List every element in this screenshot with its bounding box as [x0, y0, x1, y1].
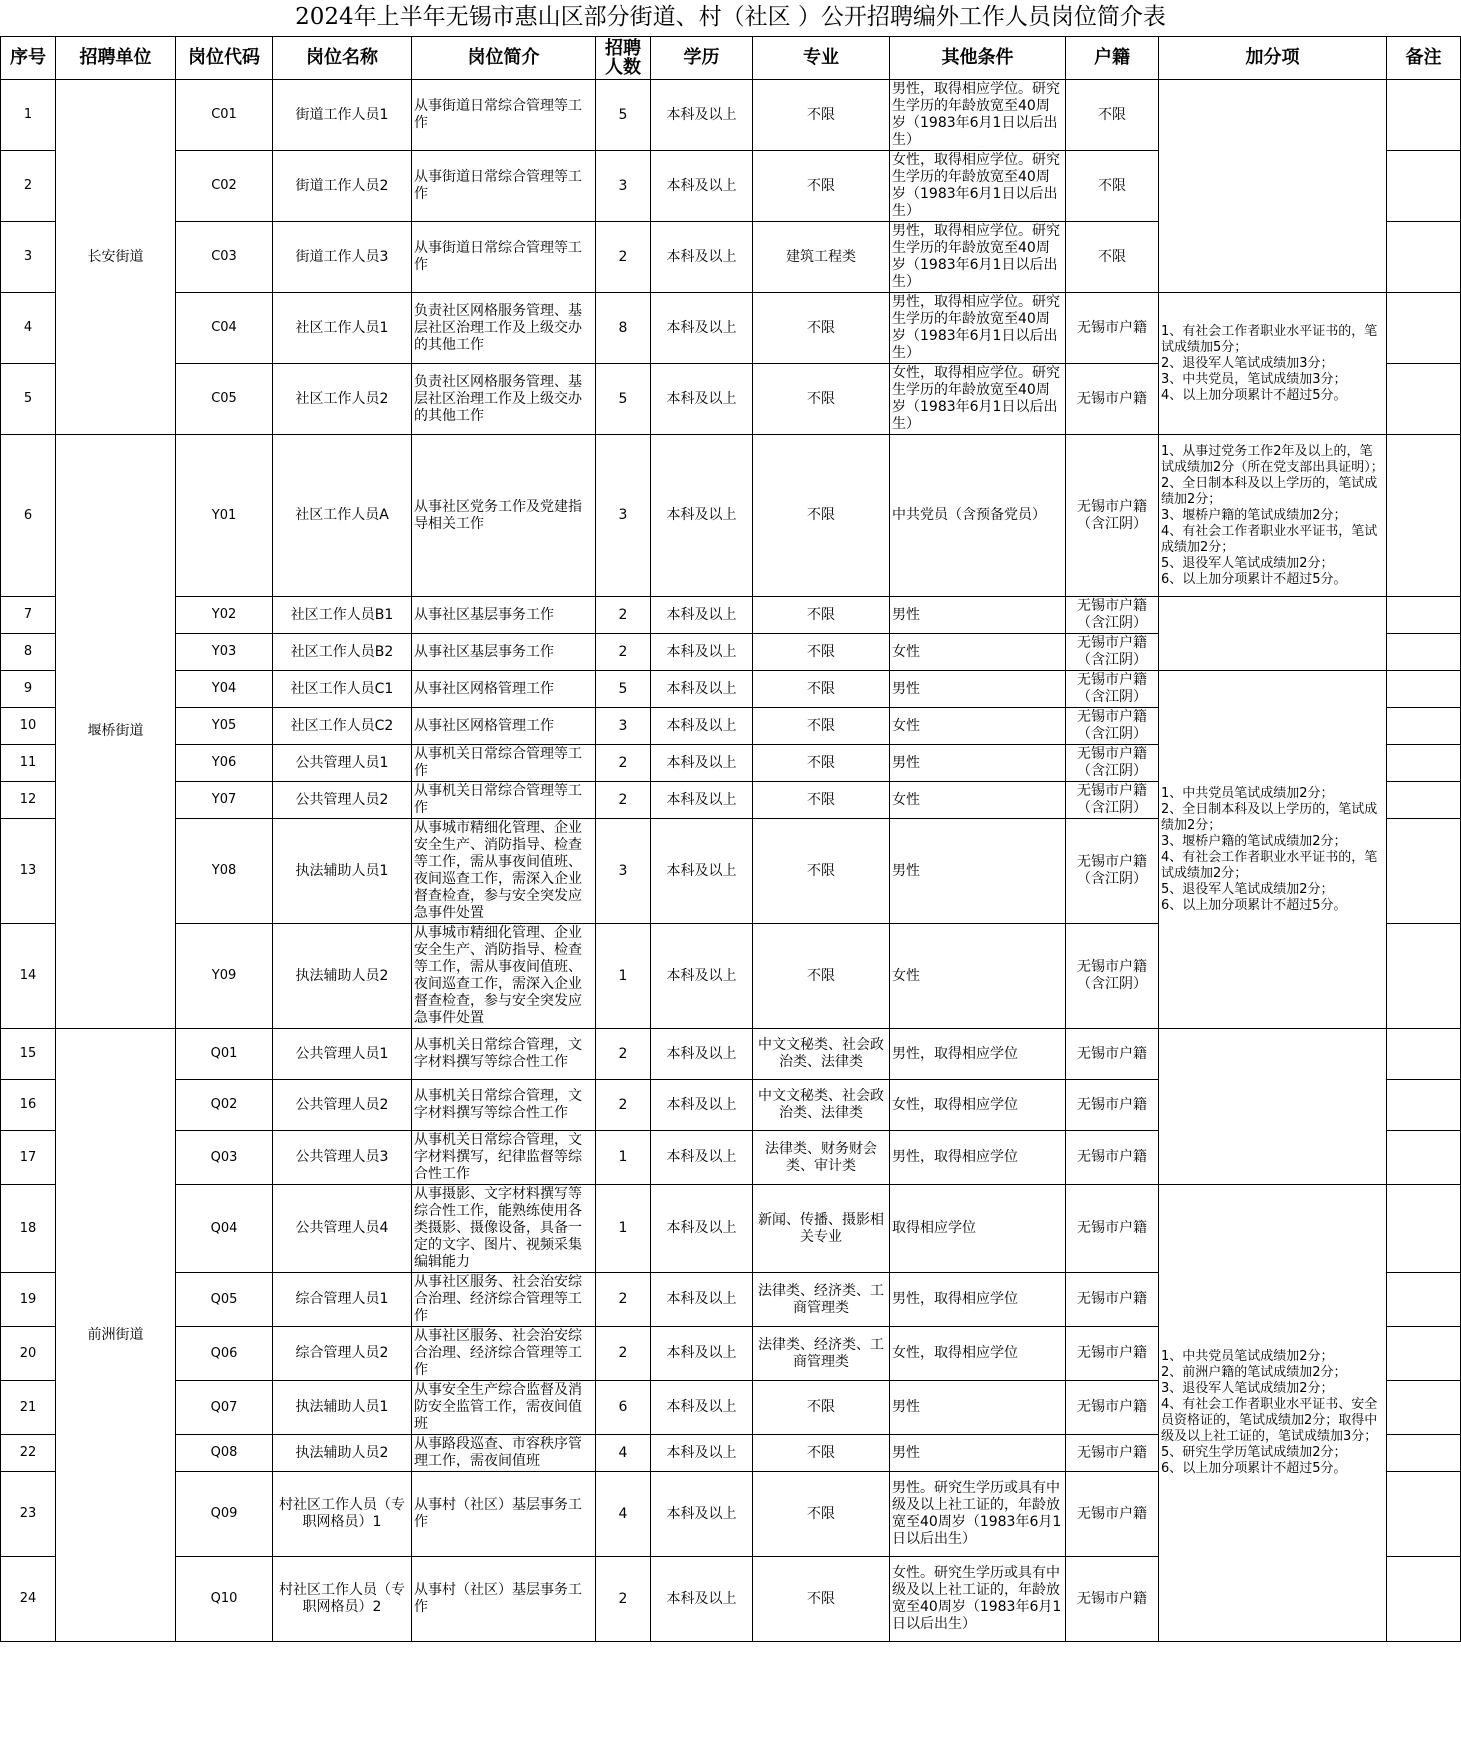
remarks [1387, 1472, 1461, 1557]
other-conditions: 男性，取得相应学位。研究生学历的年龄放宽至40周岁（1983年6月1日以后出生） [890, 222, 1066, 293]
household-registration: 无锡市户籍（含江阴） [1066, 745, 1159, 782]
position-description: 从事社区党务工作及党建指导相关工作 [412, 435, 596, 597]
position-code: Y03 [176, 634, 273, 671]
major: 不限 [753, 634, 890, 671]
position-name: 公共管理人员1 [273, 1029, 412, 1080]
remarks [1387, 782, 1461, 819]
row-number: 19 [1, 1273, 56, 1327]
position-code: Y08 [176, 819, 273, 924]
position-name: 社区工作人员1 [273, 293, 412, 364]
headcount: 5 [596, 364, 651, 435]
position-description: 从事社区服务、社会治安综合治理、经济综合管理等工作 [412, 1273, 596, 1327]
position-code: Y04 [176, 671, 273, 708]
row-number: 18 [1, 1185, 56, 1273]
remarks [1387, 1557, 1461, 1642]
other-conditions: 男性，取得相应学位 [890, 1131, 1066, 1185]
education: 本科及以上 [651, 1080, 753, 1131]
major: 不限 [753, 1381, 890, 1435]
position-name: 综合管理人员1 [273, 1273, 412, 1327]
position-description: 从事社区基层事务工作 [412, 597, 596, 634]
row-number: 17 [1, 1131, 56, 1185]
other-conditions: 男性，取得相应学位。研究生学历的年龄放宽至40周岁（1983年6月1日以后出生） [890, 293, 1066, 364]
headcount: 1 [596, 1185, 651, 1273]
position-description: 从事街道日常综合管理等工作 [412, 222, 596, 293]
major: 新闻、传播、摄影相关专业 [753, 1185, 890, 1273]
major: 不限 [753, 435, 890, 597]
bonus-points: 1、从事过党务工作2年及以上的，笔试成绩加2分（所在党支部出具证明）； 2、全日制本科及以上学历的，笔试成绩加2分； 3、堰桥户籍的笔试成绩加2分； 4、有社会工作者职业水平证书，笔试成绩加2分； 5、退役军人笔试成绩加2分； 6、以上加分项累计不超过5分。 [1159, 435, 1387, 597]
education: 本科及以上 [651, 151, 753, 222]
other-conditions: 男性，取得相应学位 [890, 1273, 1066, 1327]
remarks [1387, 1131, 1461, 1185]
position-code: C01 [176, 80, 273, 151]
remarks [1387, 819, 1461, 924]
row-number: 12 [1, 782, 56, 819]
remarks [1387, 634, 1461, 671]
bonus-points [1159, 597, 1387, 671]
major: 不限 [753, 671, 890, 708]
position-description: 从事路段巡查、市容秩序管理工作，需夜间值班 [412, 1435, 596, 1472]
position-description: 从事街道日常综合管理等工作 [412, 151, 596, 222]
remarks [1387, 1029, 1461, 1080]
household-registration: 无锡市户籍（含江阴） [1066, 671, 1159, 708]
bonus-points: 1、有社会工作者职业水平证书的，笔试成绩加5分； 2、退役军人笔试成绩加3分； 3、中共党员，笔试成绩加3分； 4、以上加分项累计不超过5分。 [1159, 293, 1387, 435]
education: 本科及以上 [651, 745, 753, 782]
column-header: 岗位简介 [412, 37, 596, 80]
position-description: 从事机关日常综合管理，文字材料撰写等综合性工作 [412, 1029, 596, 1080]
other-conditions: 女性，取得相应学位 [890, 1327, 1066, 1381]
row-number: 6 [1, 435, 56, 597]
remarks [1387, 435, 1461, 597]
education: 本科及以上 [651, 1381, 753, 1435]
position-name: 村社区工作人员（专职网格员）2 [273, 1557, 412, 1642]
household-registration: 无锡市户籍 [1066, 1381, 1159, 1435]
other-conditions: 男性。研究生学历或具有中级及以上社工证的，年龄放宽至40周岁（1983年6月1日以后出生） [890, 1472, 1066, 1557]
other-conditions: 男性 [890, 1381, 1066, 1435]
position-name: 公共管理人员3 [273, 1131, 412, 1185]
column-header: 户籍 [1066, 37, 1159, 80]
major: 不限 [753, 745, 890, 782]
column-header: 加分项 [1159, 37, 1387, 80]
position-name: 公共管理人员2 [273, 1080, 412, 1131]
education: 本科及以上 [651, 435, 753, 597]
education: 本科及以上 [651, 597, 753, 634]
position-description: 从事机关日常综合管理，文字材料撰写等综合性工作 [412, 1080, 596, 1131]
position-description: 从事社区网格管理工作 [412, 671, 596, 708]
remarks [1387, 222, 1461, 293]
education: 本科及以上 [651, 671, 753, 708]
headcount: 2 [596, 597, 651, 634]
household-registration: 无锡市户籍（含江阴） [1066, 435, 1159, 597]
position-description: 从事安全生产综合监督及消防安全监管工作，需夜间值班 [412, 1381, 596, 1435]
position-description: 从事村（社区）基层事务工作 [412, 1472, 596, 1557]
position-description: 从事村（社区）基层事务工作 [412, 1557, 596, 1642]
position-code: Q06 [176, 1327, 273, 1381]
household-registration: 无锡市户籍 [1066, 1327, 1159, 1381]
position-name: 执法辅助人员2 [273, 1435, 412, 1472]
remarks [1387, 364, 1461, 435]
other-conditions: 男性 [890, 597, 1066, 634]
household-registration: 无锡市户籍 [1066, 1557, 1159, 1642]
remarks [1387, 671, 1461, 708]
remarks [1387, 151, 1461, 222]
education: 本科及以上 [651, 1131, 753, 1185]
remarks [1387, 924, 1461, 1029]
remarks [1387, 708, 1461, 745]
recruiting-unit: 长安街道 [56, 80, 176, 435]
bonus-points [1159, 1029, 1387, 1185]
major: 不限 [753, 364, 890, 435]
other-conditions: 女性 [890, 708, 1066, 745]
remarks [1387, 293, 1461, 364]
headcount: 2 [596, 1080, 651, 1131]
position-code: Q01 [176, 1029, 273, 1080]
education: 本科及以上 [651, 924, 753, 1029]
position-name: 公共管理人员2 [273, 782, 412, 819]
major: 法律类、经济类、工商管理类 [753, 1327, 890, 1381]
education: 本科及以上 [651, 782, 753, 819]
other-conditions: 男性 [890, 745, 1066, 782]
other-conditions: 女性 [890, 924, 1066, 1029]
other-conditions: 女性，取得相应学位。研究生学历的年龄放宽至40周岁（1983年6月1日以后出生） [890, 364, 1066, 435]
recruitment-table [0, 36, 1461, 1642]
row-number: 11 [1, 745, 56, 782]
column-header: 招聘单位 [56, 37, 176, 80]
major: 不限 [753, 80, 890, 151]
other-conditions: 男性 [890, 1435, 1066, 1472]
row-number: 16 [1, 1080, 56, 1131]
position-description: 从事机关日常综合管理等工作 [412, 745, 596, 782]
row-number: 2 [1, 151, 56, 222]
remarks [1387, 597, 1461, 634]
headcount: 2 [596, 1273, 651, 1327]
recruiting-unit: 前洲街道 [56, 1029, 176, 1642]
position-code: C03 [176, 222, 273, 293]
headcount: 3 [596, 819, 651, 924]
row-number: 15 [1, 1029, 56, 1080]
row-number: 9 [1, 671, 56, 708]
position-description: 从事机关日常综合管理等工作 [412, 782, 596, 819]
position-name: 公共管理人员4 [273, 1185, 412, 1273]
row-number: 22 [1, 1435, 56, 1472]
row-number: 5 [1, 364, 56, 435]
education: 本科及以上 [651, 222, 753, 293]
household-registration: 无锡市户籍 [1066, 293, 1159, 364]
position-name: 执法辅助人员2 [273, 924, 412, 1029]
other-conditions: 取得相应学位 [890, 1185, 1066, 1273]
table-row [1, 435, 1461, 597]
headcount: 3 [596, 708, 651, 745]
column-header: 岗位名称 [273, 37, 412, 80]
headcount: 8 [596, 293, 651, 364]
position-description: 从事社区网格管理工作 [412, 708, 596, 745]
position-code: C05 [176, 364, 273, 435]
education: 本科及以上 [651, 634, 753, 671]
table-row [1, 671, 1461, 708]
headcount: 5 [596, 80, 651, 151]
major: 中文文秘类、社会政治类、法律类 [753, 1080, 890, 1131]
major: 不限 [753, 924, 890, 1029]
major: 不限 [753, 293, 890, 364]
other-conditions: 男性，取得相应学位。研究生学历的年龄放宽至40周岁（1983年6月1日以后出生） [890, 80, 1066, 151]
remarks [1387, 1185, 1461, 1273]
headcount: 2 [596, 1029, 651, 1080]
education: 本科及以上 [651, 819, 753, 924]
position-name: 社区工作人员A [273, 435, 412, 597]
position-description: 从事街道日常综合管理等工作 [412, 80, 596, 151]
column-header: 专业 [753, 37, 890, 80]
header-row [1, 37, 1461, 80]
recruiting-unit: 堰桥街道 [56, 435, 176, 1029]
headcount: 2 [596, 745, 651, 782]
position-code: Y02 [176, 597, 273, 634]
household-registration: 无锡市户籍（含江阴） [1066, 634, 1159, 671]
bonus-points: 1、中共党员笔试成绩加2分； 2、全日制本科及以上学历的，笔试成绩加2分； 3、堰桥户籍的笔试成绩加2分； 4、有社会工作者职业水平证书的，笔试成绩加2分； 5、退役军人笔试成绩加2分； 6、以上加分项累计不超过5分。 [1159, 671, 1387, 1029]
major: 不限 [753, 782, 890, 819]
position-code: Q03 [176, 1131, 273, 1185]
major: 不限 [753, 1472, 890, 1557]
row-number: 8 [1, 634, 56, 671]
other-conditions: 男性，取得相应学位 [890, 1029, 1066, 1080]
position-code: Q02 [176, 1080, 273, 1131]
row-number: 14 [1, 924, 56, 1029]
major: 不限 [753, 1557, 890, 1642]
row-number: 23 [1, 1472, 56, 1557]
position-code: Q07 [176, 1381, 273, 1435]
household-registration: 不限 [1066, 151, 1159, 222]
major: 法律类、财务财会类、审计类 [753, 1131, 890, 1185]
column-header: 其他条件 [890, 37, 1066, 80]
education: 本科及以上 [651, 708, 753, 745]
headcount: 5 [596, 671, 651, 708]
major: 法律类、经济类、工商管理类 [753, 1273, 890, 1327]
position-description: 从事城市精细化管理、企业安全生产、消防指导、检查等工作，需从事夜间值班、夜间巡查工作，需深入企业督查检查，参与安全突发应急事件处置 [412, 924, 596, 1029]
table-row [1, 293, 1461, 364]
education: 本科及以上 [651, 1327, 753, 1381]
remarks [1387, 1080, 1461, 1131]
household-registration: 无锡市户籍（含江阴） [1066, 819, 1159, 924]
household-registration: 无锡市户籍 [1066, 1185, 1159, 1273]
major: 中文文秘类、社会政治类、法律类 [753, 1029, 890, 1080]
position-name: 村社区工作人员（专职网格员）1 [273, 1472, 412, 1557]
headcount: 3 [596, 151, 651, 222]
other-conditions: 女性 [890, 782, 1066, 819]
household-registration: 无锡市户籍（含江阴） [1066, 708, 1159, 745]
major: 不限 [753, 1435, 890, 1472]
education: 本科及以上 [651, 1029, 753, 1080]
headcount: 2 [596, 1557, 651, 1642]
education: 本科及以上 [651, 1185, 753, 1273]
position-name: 社区工作人员2 [273, 364, 412, 435]
position-name: 公共管理人员1 [273, 745, 412, 782]
row-number: 3 [1, 222, 56, 293]
remarks [1387, 80, 1461, 151]
household-registration: 无锡市户籍 [1066, 1472, 1159, 1557]
headcount: 6 [596, 1381, 651, 1435]
table-row [1, 597, 1461, 634]
position-description: 从事摄影、文字材料撰写等综合性工作，能熟练使用各类摄影、摄像设备，具备一定的文字、图片、视频采集编辑能力 [412, 1185, 596, 1273]
position-name: 社区工作人员C2 [273, 708, 412, 745]
table-row [1, 1185, 1461, 1273]
education: 本科及以上 [651, 80, 753, 151]
position-name: 社区工作人员B2 [273, 634, 412, 671]
table-row [1, 1029, 1461, 1080]
household-registration: 无锡市户籍（含江阴） [1066, 782, 1159, 819]
household-registration: 不限 [1066, 80, 1159, 151]
position-code: Y09 [176, 924, 273, 1029]
education: 本科及以上 [651, 1435, 753, 1472]
bonus-points [1159, 80, 1387, 293]
major: 建筑工程类 [753, 222, 890, 293]
position-description: 负责社区网格服务管理、基层社区治理工作及上级交办的其他工作 [412, 293, 596, 364]
position-name: 街道工作人员2 [273, 151, 412, 222]
position-code: Y05 [176, 708, 273, 745]
row-number: 21 [1, 1381, 56, 1435]
table-row [1, 80, 1461, 151]
column-header: 学历 [651, 37, 753, 80]
document-title: 2024年上半年无锡市惠山区部分街道、村（社区 ）公开招聘编外工作人员岗位简介表 [295, 4, 1166, 30]
position-description: 负责社区网格服务管理、基层社区治理工作及上级交办的其他工作 [412, 364, 596, 435]
position-code: Y06 [176, 745, 273, 782]
position-code: Y07 [176, 782, 273, 819]
bonus-points: 1、中共党员笔试成绩加2分； 2、前洲户籍的笔试成绩加2分； 3、退役军人笔试成绩加2分； 4、有社会工作者职业水平证书、安全员资格证的，笔试成绩加2分；取得中级及以上社工证的，笔试成绩加3分； 5、研究生学历笔试成绩加2分； 6、以上加分项累计不超过5分。 [1159, 1185, 1387, 1642]
row-number: 10 [1, 708, 56, 745]
other-conditions: 女性 [890, 634, 1066, 671]
other-conditions: 女性，取得相应学位 [890, 1080, 1066, 1131]
position-name: 社区工作人员C1 [273, 671, 412, 708]
position-name: 执法辅助人员1 [273, 819, 412, 924]
remarks [1387, 1327, 1461, 1381]
major: 不限 [753, 597, 890, 634]
row-number: 13 [1, 819, 56, 924]
major: 不限 [753, 151, 890, 222]
household-registration: 无锡市户籍 [1066, 1435, 1159, 1472]
row-number: 24 [1, 1557, 56, 1642]
major: 不限 [753, 708, 890, 745]
major: 不限 [753, 819, 890, 924]
column-header: 序号 [1, 37, 56, 80]
household-registration: 无锡市户籍（含江阴） [1066, 597, 1159, 634]
household-registration: 无锡市户籍 [1066, 1029, 1159, 1080]
position-code: Q08 [176, 1435, 273, 1472]
position-name: 执法辅助人员1 [273, 1381, 412, 1435]
household-registration: 不限 [1066, 222, 1159, 293]
row-number: 20 [1, 1327, 56, 1381]
other-conditions: 男性 [890, 819, 1066, 924]
household-registration: 无锡市户籍 [1066, 1131, 1159, 1185]
education: 本科及以上 [651, 1472, 753, 1557]
other-conditions: 女性，取得相应学位。研究生学历的年龄放宽至40周岁（1983年6月1日以后出生） [890, 151, 1066, 222]
position-code: Q09 [176, 1472, 273, 1557]
other-conditions: 男性 [890, 671, 1066, 708]
headcount: 4 [596, 1435, 651, 1472]
column-header: 岗位代码 [176, 37, 273, 80]
remarks [1387, 1273, 1461, 1327]
headcount: 2 [596, 634, 651, 671]
household-registration: 无锡市户籍 [1066, 1273, 1159, 1327]
position-code: Q05 [176, 1273, 273, 1327]
headcount: 2 [596, 222, 651, 293]
education: 本科及以上 [651, 1557, 753, 1642]
position-description: 从事社区基层事务工作 [412, 634, 596, 671]
position-code: Q10 [176, 1557, 273, 1642]
position-description: 从事社区服务、社会治安综合治理、经济综合管理等工作 [412, 1327, 596, 1381]
headcount: 3 [596, 435, 651, 597]
position-name: 社区工作人员B1 [273, 597, 412, 634]
remarks [1387, 1435, 1461, 1472]
headcount: 1 [596, 1131, 651, 1185]
row-number: 4 [1, 293, 56, 364]
position-name: 综合管理人员2 [273, 1327, 412, 1381]
position-name: 街道工作人员1 [273, 80, 412, 151]
remarks [1387, 1381, 1461, 1435]
position-description: 从事机关日常综合管理，文字材料撰写，纪律监督等综合性工作 [412, 1131, 596, 1185]
headcount: 2 [596, 1327, 651, 1381]
row-number: 7 [1, 597, 56, 634]
headcount: 2 [596, 782, 651, 819]
headcount: 4 [596, 1472, 651, 1557]
column-header: 招聘 人数 [596, 37, 651, 80]
position-code: C04 [176, 293, 273, 364]
household-registration: 无锡市户籍 [1066, 1080, 1159, 1131]
household-registration: 无锡市户籍 [1066, 364, 1159, 435]
row-number: 1 [1, 80, 56, 151]
headcount: 1 [596, 924, 651, 1029]
education: 本科及以上 [651, 1273, 753, 1327]
position-code: Y01 [176, 435, 273, 597]
column-header: 备注 [1387, 37, 1461, 80]
position-code: C02 [176, 151, 273, 222]
household-registration: 无锡市户籍（含江阴） [1066, 924, 1159, 1029]
position-name: 街道工作人员3 [273, 222, 412, 293]
education: 本科及以上 [651, 293, 753, 364]
position-code: Q04 [176, 1185, 273, 1273]
remarks [1387, 745, 1461, 782]
position-description: 从事城市精细化管理、企业安全生产、消防指导、检查等工作，需从事夜间值班、夜间巡查工作，需深入企业督查检查，参与安全突发应急事件处置 [412, 819, 596, 924]
education: 本科及以上 [651, 364, 753, 435]
other-conditions: 中共党员（含预备党员） [890, 435, 1066, 597]
other-conditions: 女性。研究生学历或具有中级及以上社工证的，年龄放宽至40周岁（1983年6月1日以后出生） [890, 1557, 1066, 1642]
